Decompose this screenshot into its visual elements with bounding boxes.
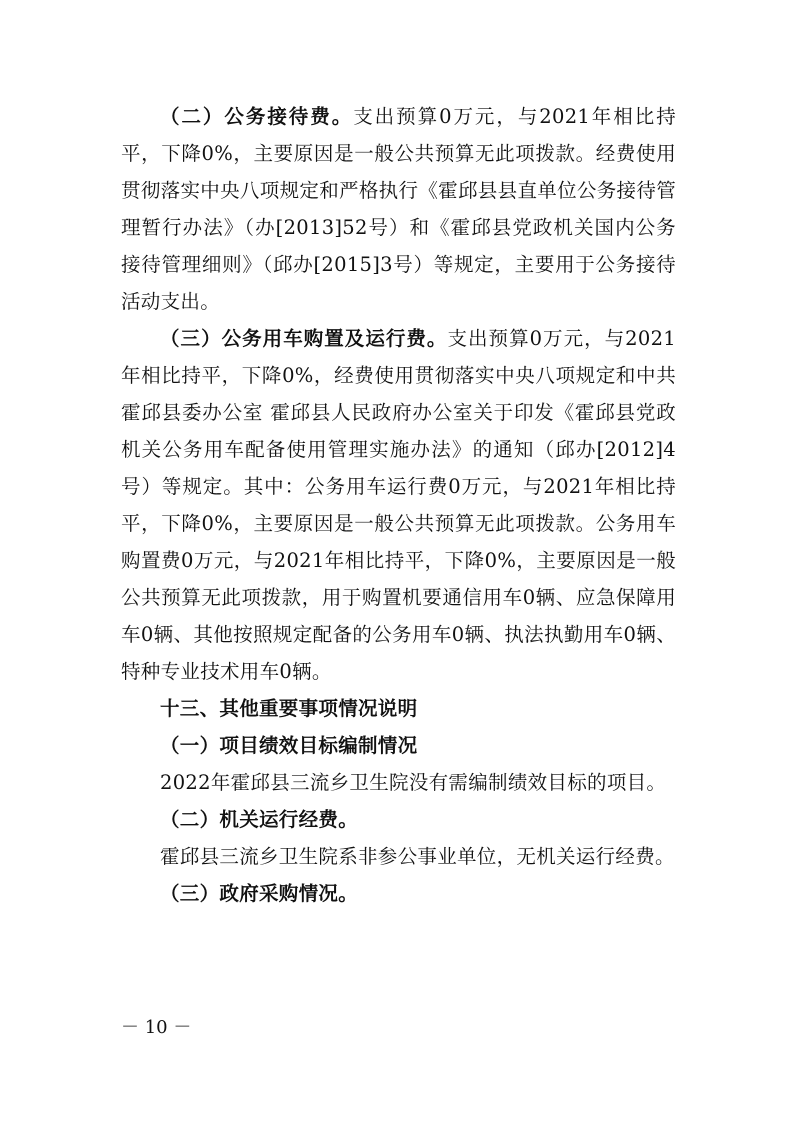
paragraph-text: 支出预算0万元，与2021年相比持平，下降0%，主要原因是一般公共预算无此项拨款。经费使用贯彻落实中央八项规定和严格执行《霍邱县县直单位公务接待管理暂行办法》（办[2013]52号）和《霍邱县党政机关国内公务接待管理细则》（邱办[2015]3号）等规定，主要用于公务接待活动支出。	[121, 105, 676, 313]
paragraph-lead: （二）公务接待费。	[160, 105, 354, 128]
paragraph-vehicle-expenses	[121, 320, 676, 690]
page-number: － 10 －	[121, 1017, 192, 1038]
subsection-heading-performance: （一）项目绩效目标编制情况	[160, 734, 418, 757]
section-heading: 十三、其他重要事项情况说明	[160, 697, 418, 720]
paragraph-lead: （三）公务用车购置及运行费。	[160, 327, 448, 350]
document-body	[121, 98, 676, 912]
paragraph-reception-expenses	[121, 98, 676, 320]
subsection-heading-procurement: （三）政府采购情况。	[160, 882, 359, 905]
subsection-heading-operating-funds: （二）机关运行经费。	[160, 808, 359, 831]
paragraph-text: 支出预算0万元，与2021年相比持平，下降0%，经费使用贯彻落实中央八项规定和中共霍邱县委办公室 霍邱县人民政府办公室关于印发《霍邱县党政机关公务用车配备使用管理实施办法》的通知（邱办[2012]4号）等规定。其中：公务用车运行费0万元，与2021年相比持平，下降0%，主要原因是一般公共预算无此项拨款。公务用车购置费0万元，与2021年相比持平，下降0%，主要原因是一般公共预算无此项拨款，用于购置机要通信用车0辆、应急保障用车0辆、其他按照规定配备的公务用车0辆、执法执勤用车0辆、特种专业技术用车0辆。	[121, 327, 676, 683]
paragraph-performance: 2022年霍邱县三流乡卫生院没有需编制绩效目标的项目。	[160, 771, 667, 794]
paragraph-operating-funds: 霍邱县三流乡卫生院系非参公事业单位，无机关运行经费。	[160, 845, 675, 868]
